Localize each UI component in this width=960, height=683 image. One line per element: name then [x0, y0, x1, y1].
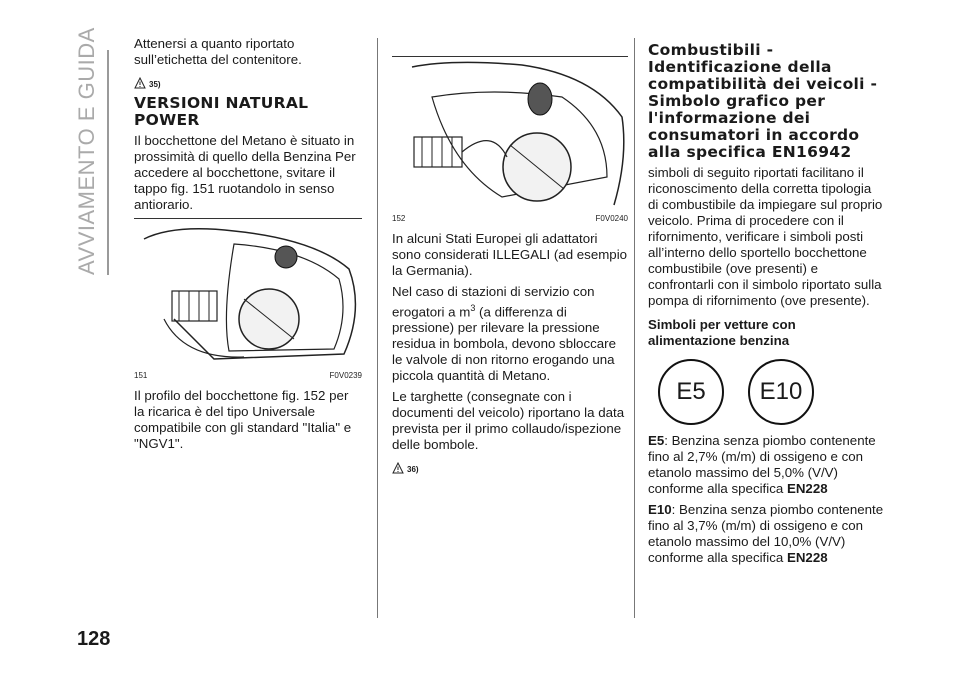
fuel-filler-illustration — [134, 219, 362, 364]
section-heading: Combustibili - Identificazione della compatibilità dei veicoli - Simbolo grafico per l'informazione dei consumatori in accordo alla specifica EN16942 — [648, 41, 878, 161]
section-rule — [107, 50, 109, 275]
column-2 — [392, 36, 628, 480]
figure-152 — [392, 56, 628, 223]
column-divider — [377, 38, 378, 618]
warning-icon — [134, 77, 146, 89]
warning-icon — [392, 462, 404, 474]
body-text: Nel caso di stazioni di servizio con erogatori a $m^3$ (a differenza di pressione) per rilevare la pressione residua in bombola, devono sbloccare le valvole di non ritorno erogando una piccola quantità di Metano. — [392, 284, 616, 384]
fuel-symbols — [658, 359, 884, 425]
column-1 — [134, 36, 362, 457]
figure-caption: 151 F0V0239 — [134, 371, 362, 380]
intro-text: Attenersi a quanto riportato sull’etichetta del contenitore. — [134, 36, 302, 67]
body-text: Le targhette (consegnate con i documenti del veicolo) riportano la data prevista per il primo collaudo/ispezione delle bombole. — [392, 389, 625, 453]
e5-description: E5: Benzina senza piombo contenente fino al 2,7% (m/m) di ossigeno e con etanolo massimo del 5,0% (V/V) conforme alla specifica EN228 — [648, 433, 876, 496]
e10-description: E10: Benzina senza piombo contenente fino al 3,7% (m/m) di ossigeno e con etanolo massimo del 10,0% (V/V) conforme alla specifica EN228 — [648, 502, 884, 565]
figure-caption: 152 F0V0240 — [392, 214, 628, 223]
section-heading: VERSIONI NATURAL POWER — [134, 94, 309, 129]
subheading: Simboli per vetture con alimentazione benzina — [648, 317, 796, 348]
figure-151 — [134, 218, 362, 380]
page-number: 128 — [77, 628, 111, 650]
body-text: Il profilo del bocchettone fig. 152 per la ricarica è del tipo Universale compatibile con gli standard "Italia" e "NGV1". — [134, 388, 352, 451]
column-3 — [648, 36, 884, 571]
warning-ref: 35) — [134, 73, 362, 89]
body-text: simboli di seguito riportati facilitano il riconoscimento della corretta tipologia di combustibile da impiegare sul proprio veicolo. Prima di procedere con il rifornimento, verificare i simboli posti all’interno dello sportello bocchettone combustibile (ove presenti) e confrontarli con il simbolo riportato sulla pompa di rifornimento (ove presente). — [648, 165, 883, 308]
e5-symbol: E5 — [658, 359, 724, 425]
body-text: In alcuni Stati Europei gli adattatori sono considerati ILLEGALI (ad esempio la Germania). — [392, 231, 628, 278]
e10-symbol: E10 — [748, 359, 814, 425]
body-text: Il bocchettone del Metano è situato in prossimità di quello della Benzina Per accedere al bocchettone, svitare il tappo fig. 151 ruotandolo in senso antiorario. — [134, 133, 356, 212]
column-divider — [634, 38, 635, 618]
section-title: AVVIAMENTO E GUIDA — [74, 27, 99, 275]
fuel-filler-adapter-illustration — [392, 57, 628, 207]
warning-ref: 36) — [392, 458, 628, 474]
